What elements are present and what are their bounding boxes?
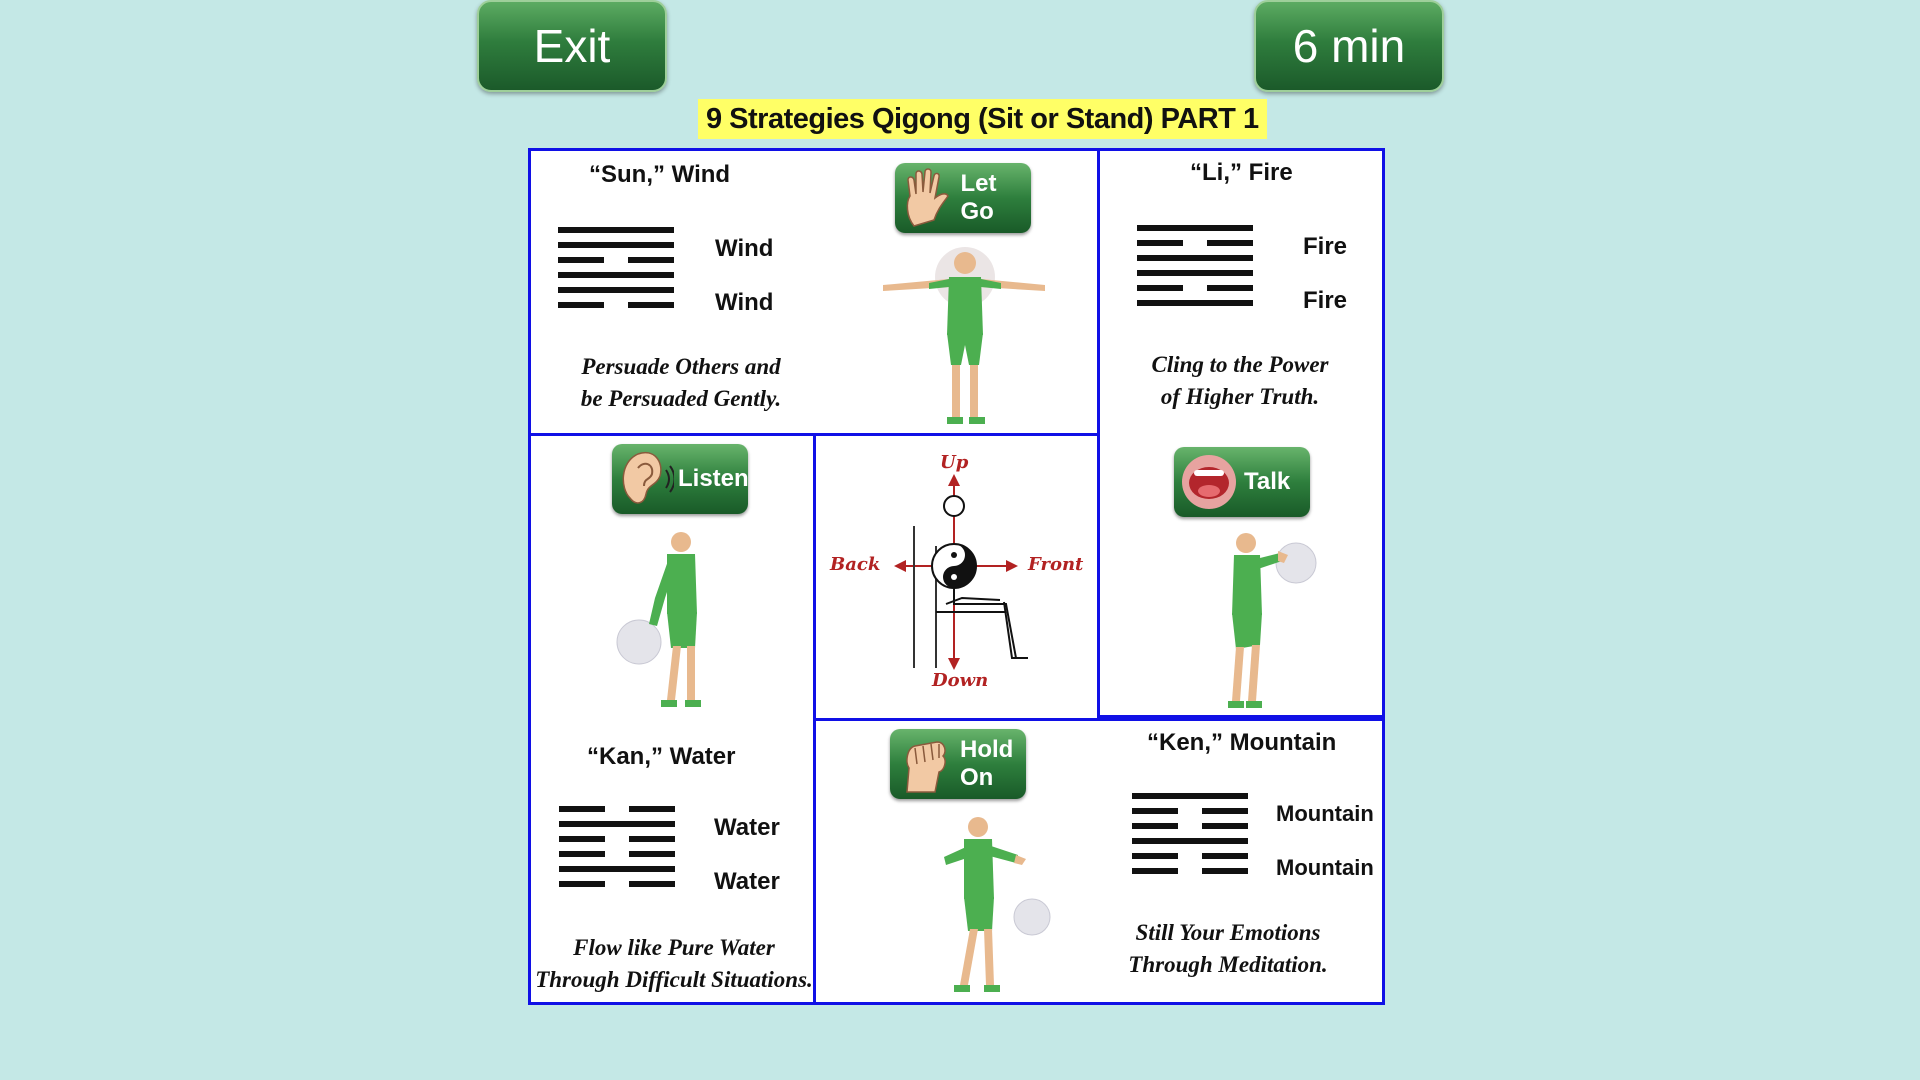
upper-trigram-label: Fire [1303,233,1348,260]
motto-line: Still Your Emotions [1135,920,1321,945]
cell-name: “Li,” Fire [1190,159,1293,186]
exit-button[interactable]: Exit [477,0,667,92]
cell-ken-mountain [813,718,1385,1005]
lower-trigram-label: Fire [1303,287,1348,314]
hexagram-wind [558,227,674,317]
motto-line: Cling to the Power [1151,352,1329,377]
yin-yang-icon [932,544,976,588]
motto [1118,917,1338,981]
motto-line: of Higher Truth. [1160,384,1320,409]
cell-name: “Sun,” Wind [589,161,731,188]
action-label: Let Go [960,170,997,225]
direction-up-label: Up [940,452,969,473]
lower-trigram-label: Mountain [1276,855,1374,880]
cell-li-fire [1097,148,1385,718]
lower-trigram-label: Wind [715,289,774,316]
direction-front-label: Front [1028,554,1084,575]
action-label-line: On [960,764,994,791]
page-title: 9 Strategies Qigong (Sit or Stand) PART 1 [698,99,1267,139]
open-hand-icon [899,167,957,229]
mouth-icon [1178,451,1240,513]
hold-on-button[interactable] [890,729,1026,799]
motto [535,932,813,996]
fist-icon [894,733,956,795]
lower-trigram-label: Water [714,868,780,895]
qigong-figure-holding-ball [926,813,1056,1003]
motto-line: Through Meditation. [1128,952,1328,977]
motto-line: Persuade Others and [581,354,781,379]
action-label [960,736,1013,792]
strategy-board [528,148,1385,1005]
motto-line: be Persuaded Gently. [580,386,782,411]
motto [561,351,801,415]
cell-name: “Ken,” Mountain [1147,729,1337,756]
qigong-figure-ball-behind [615,528,725,718]
upper-trigram-label: Wind [715,235,774,262]
cell-sun-wind [528,148,1100,436]
talk-button[interactable] [1174,447,1310,517]
action-label: Listen [678,465,749,492]
action-label-line: Hold [960,736,1014,763]
qigong-figure-arms-out [879,245,1049,435]
timer-button[interactable]: 6 min [1254,0,1444,92]
action-label: Talk [1244,468,1291,495]
direction-down-label: Down [932,670,989,691]
motto [1130,349,1350,413]
let-go-button[interactable] [895,163,1031,233]
cell-kan-water [528,433,816,1005]
qigong-figure-pushing-ball [1212,529,1322,719]
ear-icon [616,448,674,510]
cell-name: “Kan,” Water [587,743,736,770]
motto-line: Through Difficult Situations. [535,967,813,992]
hexagram-mountain [1132,793,1248,883]
hexagram-fire [1137,225,1253,315]
direction-back-label: Back [830,554,881,575]
motto-line: Flow like Pure Water [573,935,775,960]
listen-button[interactable] [612,444,748,514]
hexagram-water [559,806,675,896]
upper-trigram-label: Mountain [1276,801,1374,826]
cell-center-directions [813,433,1100,721]
upper-trigram-label: Water [714,814,780,841]
